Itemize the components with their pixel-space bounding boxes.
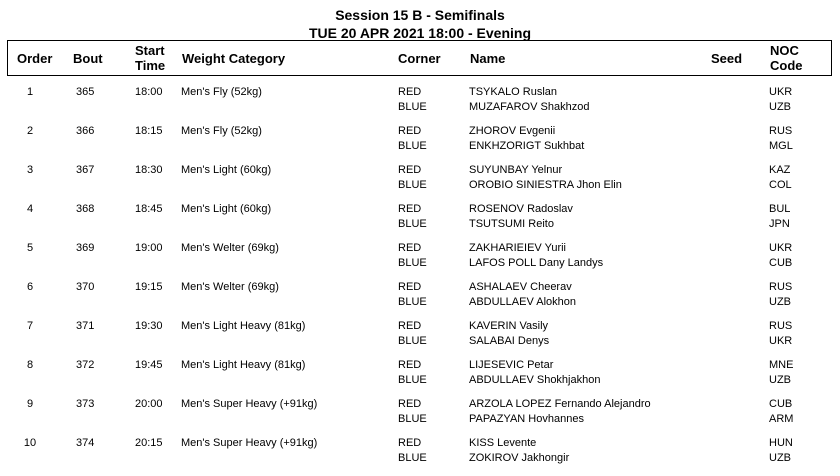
row-weight-category: Men's Light (60kg)	[181, 203, 272, 215]
row-noc-blue: ARM	[769, 413, 794, 425]
row-name-red: SUYUNBAY Yelnur	[469, 164, 563, 176]
header-corner: Corner	[398, 51, 441, 66]
row-corner-red: RED	[398, 86, 422, 98]
row-noc-blue: COL	[769, 179, 792, 191]
header-start-time-line1: Start	[135, 43, 165, 58]
row-name-blue: TSUTSUMI Reito	[469, 218, 554, 230]
row-bout: 366	[76, 125, 95, 137]
session-date: TUE 20 APR 2021 18:00 - Evening	[308, 25, 532, 41]
table-row	[0, 359, 840, 398]
row-name-red: KISS Levente	[469, 437, 537, 449]
row-corner-blue: BLUE	[398, 101, 427, 113]
row-noc-blue: CUB	[769, 257, 793, 269]
row-order: 9	[26, 398, 34, 410]
row-name-red: KAVERIN Vasily	[469, 320, 549, 332]
row-noc-red: UKR	[769, 86, 793, 98]
row-name-blue: ENKHZORIGT Sukhbat	[469, 140, 585, 152]
row-bout: 368	[76, 203, 95, 215]
row-name-red: ASHALAEV Cheerav	[469, 281, 572, 293]
row-order: 4	[26, 203, 34, 215]
row-weight-category: Men's Super Heavy (+91kg)	[181, 398, 318, 410]
row-name-red: ARZOLA LOPEZ Fernando Alejandro	[469, 398, 651, 410]
row-bout: 373	[76, 398, 95, 410]
table-row	[0, 320, 840, 359]
row-start-time: 20:00	[135, 398, 163, 410]
row-noc-blue: UZB	[769, 374, 791, 386]
header-bout: Bout	[73, 51, 103, 66]
row-noc-blue: UZB	[769, 101, 791, 113]
row-corner-red: RED	[398, 203, 422, 215]
row-name-red: ROSENOV Radoslav	[469, 203, 573, 215]
row-name-blue: PAPAZYAN Hovhannes	[469, 413, 584, 425]
row-corner-blue: BLUE	[398, 335, 427, 347]
row-name-blue: SALABAI Denys	[469, 335, 550, 347]
row-corner-blue: BLUE	[398, 452, 427, 464]
header-name: Name	[470, 51, 506, 66]
row-noc-blue: UKR	[769, 335, 793, 347]
row-noc-red: RUS	[769, 281, 793, 293]
row-start-time: 19:15	[135, 281, 163, 293]
row-weight-category: Men's Super Heavy (+91kg)	[181, 437, 318, 449]
row-name-blue: MUZAFAROV Shakhzod	[469, 101, 590, 113]
row-name-blue: LAFOS POLL Dany Landys	[469, 257, 604, 269]
row-corner-red: RED	[398, 398, 422, 410]
row-weight-category: Men's Welter (69kg)	[181, 281, 279, 293]
row-start-time: 18:00	[135, 86, 163, 98]
row-weight-category: Men's Light Heavy (81kg)	[181, 320, 306, 332]
row-corner-red: RED	[398, 242, 422, 254]
row-name-blue: OROBIO SINIESTRA Jhon Elin	[469, 179, 622, 191]
table-row	[0, 164, 840, 203]
row-bout: 365	[76, 86, 95, 98]
row-order: 1	[26, 86, 34, 98]
row-start-time: 19:00	[135, 242, 163, 254]
header-noc-line1: NOC	[770, 43, 799, 58]
header-weight-category: Weight Category	[182, 51, 286, 66]
row-bout: 369	[76, 242, 95, 254]
row-corner-red: RED	[398, 125, 422, 137]
session-title: Session 15 B - Semifinals	[335, 7, 505, 23]
row-noc-red: BUL	[769, 203, 791, 215]
row-corner-red: RED	[398, 164, 422, 176]
header-noc-line2: Code	[770, 58, 803, 73]
row-bout: 370	[76, 281, 95, 293]
row-noc-red: UKR	[769, 242, 793, 254]
row-weight-category: Men's Light Heavy (81kg)	[181, 359, 306, 371]
row-noc-blue: UZB	[769, 296, 791, 308]
row-bout: 371	[76, 320, 95, 332]
row-start-time: 18:15	[135, 125, 163, 137]
table-row	[0, 281, 840, 320]
row-noc-blue: MGL	[769, 140, 793, 152]
row-noc-red: CUB	[769, 398, 793, 410]
row-corner-blue: BLUE	[398, 218, 427, 230]
row-weight-category: Men's Fly (52kg)	[181, 125, 262, 137]
header-seed: Seed	[711, 51, 743, 66]
row-corner-blue: BLUE	[398, 374, 427, 386]
table-row	[0, 398, 840, 437]
row-order: 6	[26, 281, 34, 293]
row-weight-category: Men's Fly (52kg)	[181, 86, 262, 98]
row-name-red: ZHOROV Evgenii	[469, 125, 556, 137]
row-start-time: 18:30	[135, 164, 163, 176]
row-noc-blue: JPN	[769, 218, 790, 230]
row-noc-blue: UZB	[769, 452, 791, 464]
row-corner-red: RED	[398, 437, 422, 449]
row-noc-red: RUS	[769, 125, 793, 137]
row-corner-red: RED	[398, 281, 422, 293]
row-order: 2	[26, 125, 34, 137]
table-row	[0, 242, 840, 281]
row-start-time: 20:15	[135, 437, 163, 449]
row-corner-blue: BLUE	[398, 140, 427, 152]
row-name-red: ZAKHARIEIEV Yurii	[469, 242, 566, 254]
table-row	[0, 86, 840, 125]
row-order: 5	[26, 242, 34, 254]
row-bout: 374	[76, 437, 95, 449]
table-row	[0, 125, 840, 164]
row-corner-red: RED	[398, 320, 422, 332]
row-noc-red: RUS	[769, 320, 793, 332]
row-noc-red: MNE	[769, 359, 794, 371]
row-noc-red: KAZ	[769, 164, 791, 176]
row-order: 10	[23, 437, 37, 449]
row-start-time: 18:45	[135, 203, 163, 215]
row-name-blue: ZOKIROV Jakhongir	[469, 452, 570, 464]
table-row	[0, 203, 840, 242]
header-start-time-line2: Time	[135, 58, 166, 73]
table-header	[7, 40, 832, 76]
row-corner-red: RED	[398, 359, 422, 371]
row-corner-blue: BLUE	[398, 413, 427, 425]
row-start-time: 19:45	[135, 359, 163, 371]
row-weight-category: Men's Light (60kg)	[181, 164, 272, 176]
row-order: 7	[26, 320, 34, 332]
row-order: 8	[26, 359, 34, 371]
row-name-blue: ABDULLAEV Shokhjakhon	[469, 374, 601, 386]
row-noc-red: HUN	[769, 437, 793, 449]
row-start-time: 19:30	[135, 320, 163, 332]
row-weight-category: Men's Welter (69kg)	[181, 242, 279, 254]
row-bout: 372	[76, 359, 95, 371]
row-bout: 367	[76, 164, 95, 176]
row-order: 3	[26, 164, 34, 176]
row-name-blue: ABDULLAEV Alokhon	[469, 296, 577, 308]
row-corner-blue: BLUE	[398, 257, 427, 269]
row-corner-blue: BLUE	[398, 179, 427, 191]
row-name-red: LIJESEVIC Petar	[469, 359, 554, 371]
row-corner-blue: BLUE	[398, 296, 427, 308]
table-row	[0, 437, 840, 476]
header-order: Order	[17, 51, 53, 66]
row-name-red: TSYKALO Ruslan	[469, 86, 558, 98]
